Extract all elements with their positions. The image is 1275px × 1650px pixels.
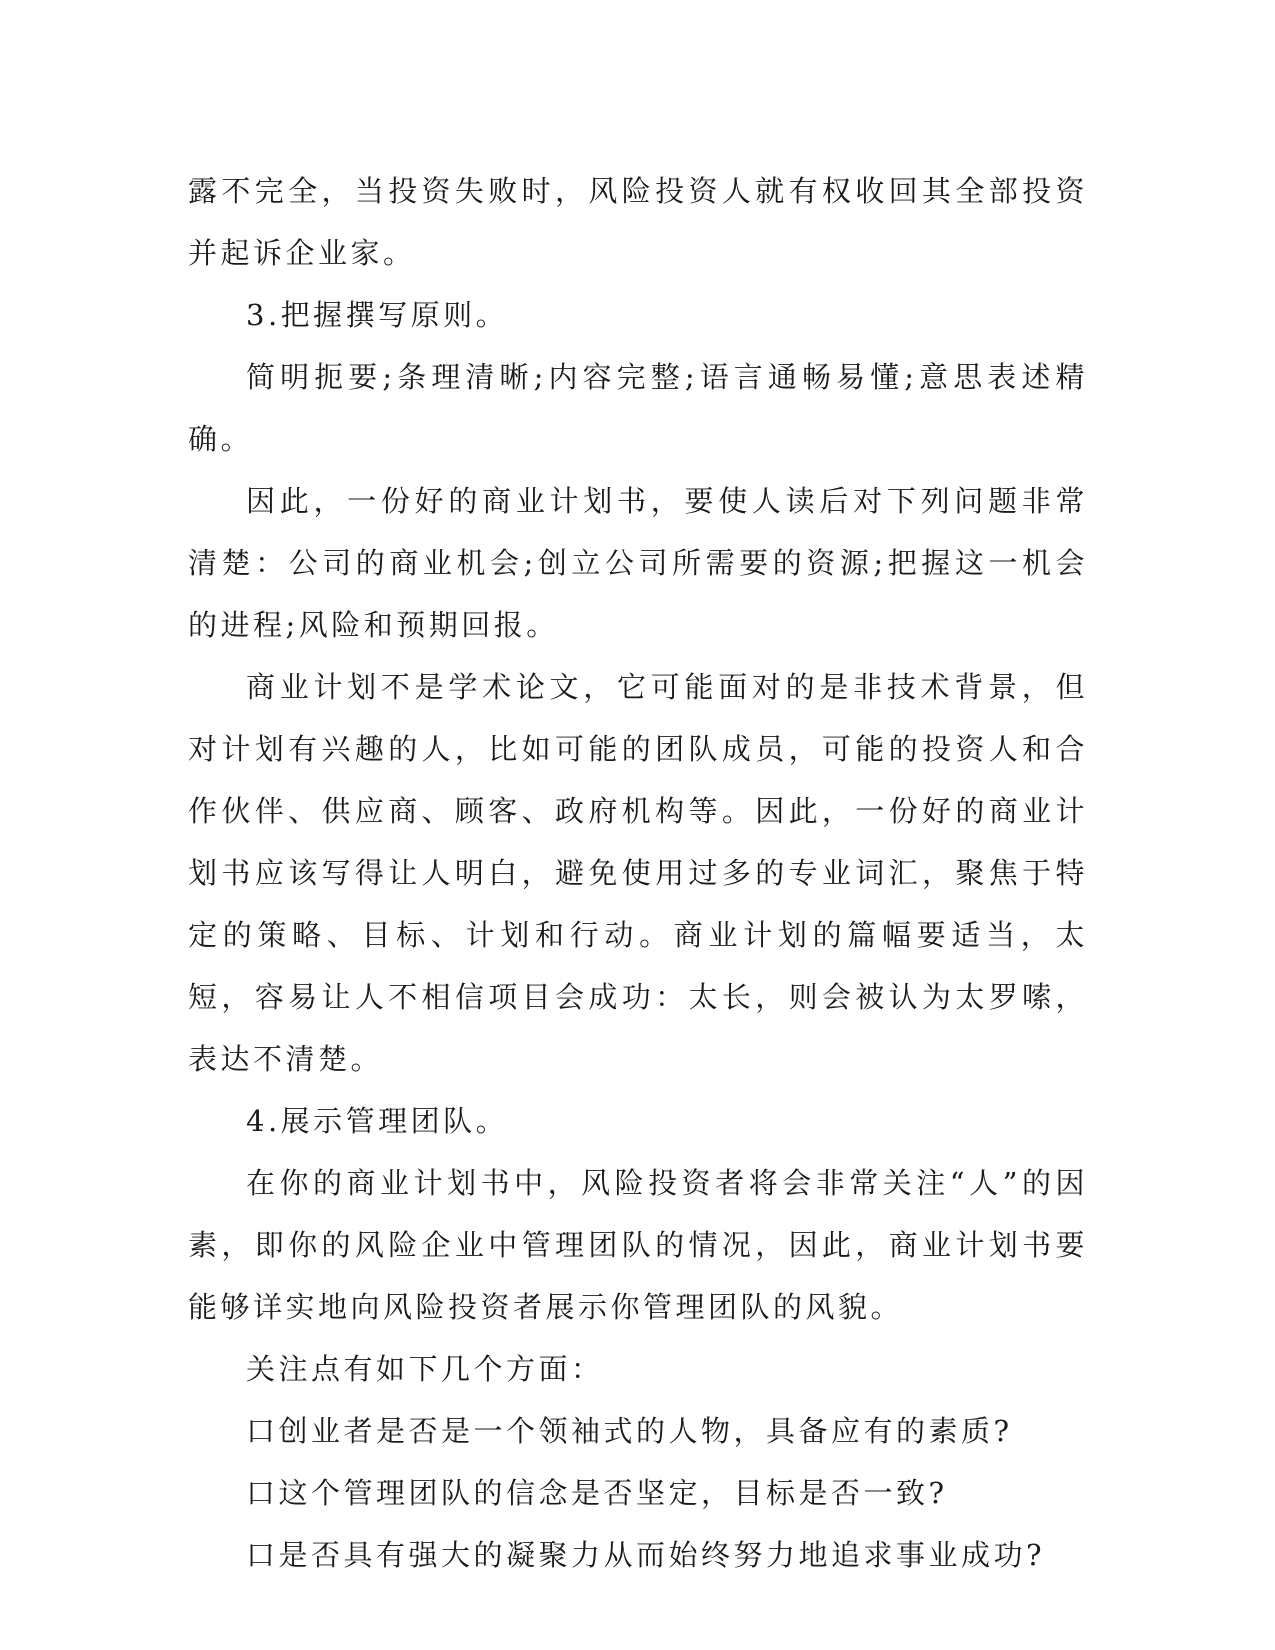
section-heading: 4.展示管理团队。 bbox=[246, 1104, 509, 1138]
document-body bbox=[188, 160, 1088, 1586]
list-item: 口是否具有强大的凝聚力从而始终努力地追求事业成功? bbox=[246, 1538, 1046, 1572]
paragraph: 因此，一份好的商业计划书，要使人读后对下列问题非常清楚：公司的商业机会;创立公司所需要的资源;把握这一机会的进程;风险和预期回报。 bbox=[188, 484, 1088, 642]
paragraph: 商业计划不是学术论文，它可能面对的是非技术背景，但对计划有兴趣的人，比如可能的团队成员，可能的投资人和合作伙伴、供应商、顾客、政府机构等。因此，一份好的商业计划书应该写得让人明白，避免使用过多的专业词汇，聚焦于特定的策略、目标、计划和行动。商业计划的篇幅要适当，太短，容易让人不相信项目会成功：太长，则会被认为太罗嗦，表达不清楚。 bbox=[188, 670, 1088, 1076]
list-item: 口创业者是否是一个领袖式的人物，具备应有的素质? bbox=[246, 1414, 1013, 1448]
paragraph: 关注点有如下几个方面： bbox=[246, 1352, 604, 1386]
paragraph: 简明扼要;条理清晰;内容完整;语言通畅易懂;意思表述精确。 bbox=[188, 360, 1088, 456]
paragraph: 露不完全，当投资失败时，风险投资人就有权收回其全部投资并起诉企业家。 bbox=[188, 174, 1088, 270]
paragraph: 在你的商业计划书中，风险投资者将会非常关注“人”的因素，即你的风险企业中管理团队的情况，因此，商业计划书要能够详实地向风险投资者展示你管理团队的风貌。 bbox=[188, 1166, 1088, 1324]
list-item: 口这个管理团队的信念是否坚定，目标是否一致? bbox=[246, 1476, 948, 1510]
section-heading: 3.把握撰写原则。 bbox=[246, 298, 509, 332]
